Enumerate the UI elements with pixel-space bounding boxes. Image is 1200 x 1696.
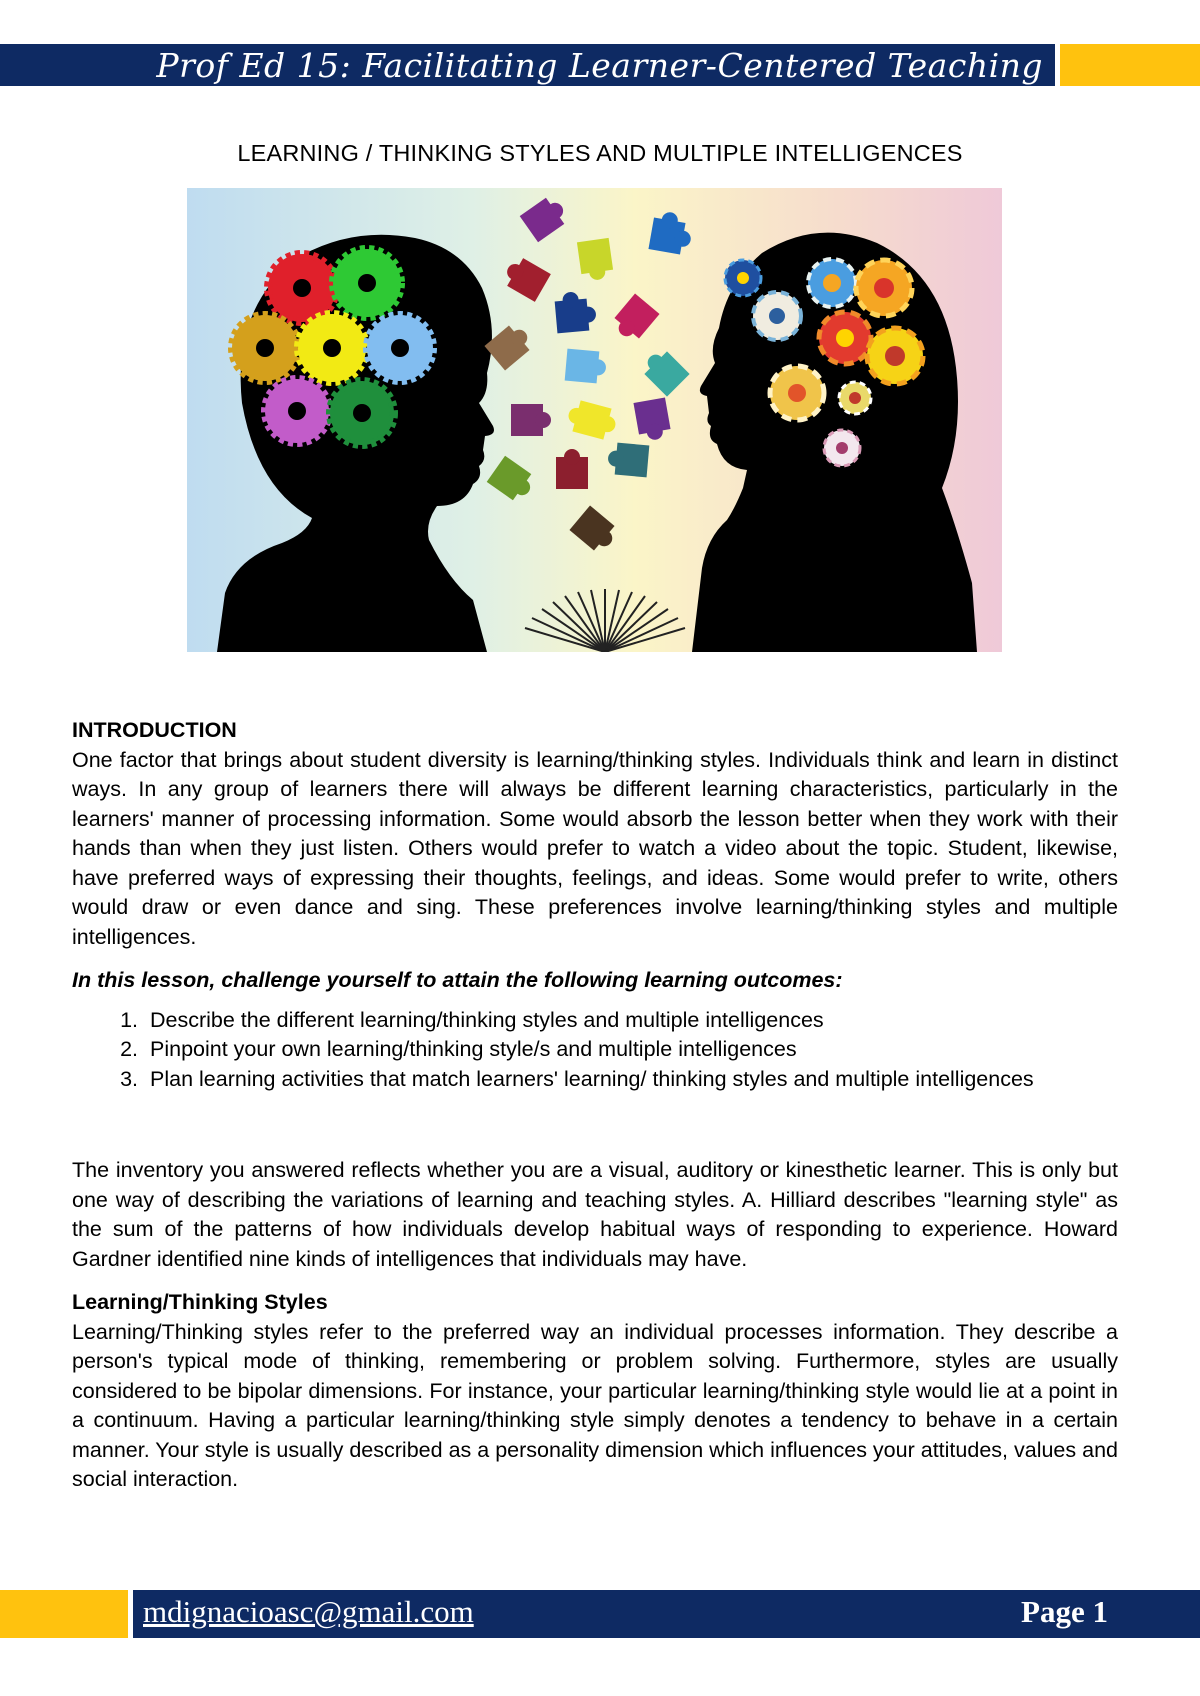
- introduction-heading: INTRODUCTION: [72, 718, 237, 742]
- learning-outcomes-list: [72, 1006, 1118, 1095]
- list-item: 1. Describe the different learning/thinking styles and multiple intelligences: [144, 1006, 1118, 1036]
- main-content: [72, 716, 1118, 1495]
- list-item: 2. Pinpoint your own learning/thinking style/s and multiple intelligences: [144, 1035, 1118, 1065]
- course-title: Prof Ed 15: Facilitating Learner-Centered Teaching: [156, 46, 1043, 85]
- styles-heading: Learning/Thinking Styles: [72, 1290, 328, 1314]
- footer-accent-block: [0, 1590, 128, 1638]
- page-title: LEARNING / THINKING STYLES AND MULTIPLE INTELLIGENCES: [237, 140, 963, 166]
- page-number: Page 1: [1021, 1594, 1108, 1629]
- inventory-paragraph: The inventory you answered reflects whether you are a visual, auditory or kinesthetic learner. This is only but one way of describing the variations of learning and teaching styles. A. Hilliard describes "learning style" as the sum of the patterns of how individuals develop habitual ways of responding to experience. Howard Gardner identified nine kinds of intelligences that individuals may have.: [72, 1158, 1118, 1271]
- email-link[interactable]: mdignacioasc@gmail.com: [143, 1594, 474, 1629]
- header-bar: [0, 44, 1055, 86]
- learning-outcomes-lead: In this lesson, challenge yourself to attain the following learning outcomes:: [72, 968, 843, 992]
- introduction-paragraph: One factor that brings about student diversity is learning/thinking styles. Individuals think and learn in distinct ways. In any group of learners there will always be different learning characteristics, particularly in the learners' manner of processing information. Some would absorb the lesson better when they work with their hands than when they just listen. Others would prefer to watch a video about the topic. Student, likewise, have preferred ways of expressing their thoughts, feelings, and ideas. Some would prefer to write, others would draw or even dance and sing. These preferences involve learning/thinking styles and multiple intelligences.: [72, 747, 1118, 949]
- footer-bar: [133, 1590, 1200, 1638]
- header-accent-block: [1060, 44, 1200, 86]
- hero-illustration: [187, 188, 1002, 652]
- styles-paragraph: Learning/Thinking styles refer to the preferred way an individual processes information. They describe a person's typical mode of thinking, remembering or problem solving. Furthermore, styles are usually considered to be bipolar dimensions. For instance, your particular learning/thinking style would lie at a point in a continuum. Having a particular learning/thinking style simply denotes a tendency to behave in a certain manner. Your style is usually described as a personality dimension which influences your attitudes, values and social interaction.: [72, 1319, 1118, 1491]
- list-item: 3. Plan learning activities that match learners' learning/ thinking styles and multiple intelligences: [144, 1065, 1118, 1095]
